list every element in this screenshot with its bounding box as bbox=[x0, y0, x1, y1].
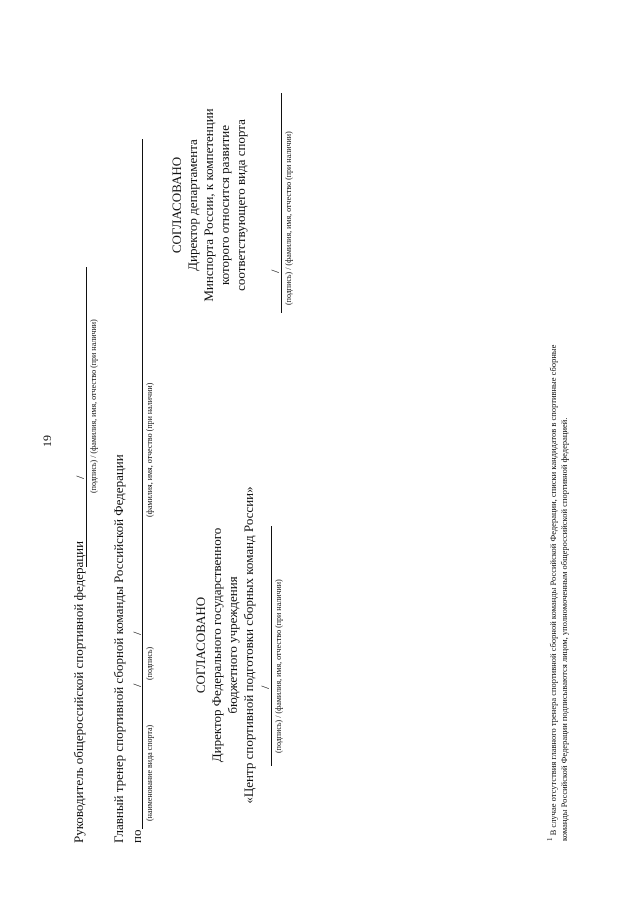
footnote-mark: 1 bbox=[546, 837, 554, 841]
head-coach-slash-1: / bbox=[130, 683, 144, 687]
approval-right-heading: СОГЛАСОВАНО bbox=[169, 156, 184, 254]
federation-caption: (подпись) / (фамилия, имя, отчество (при наличии) bbox=[89, 319, 98, 493]
approval-left-signature-line bbox=[271, 526, 272, 766]
head-coach-prefix: по bbox=[129, 829, 144, 843]
approval-left-block bbox=[193, 485, 256, 805]
footnote bbox=[545, 321, 570, 841]
approval-left-line-3: «Центр спортивной подготовки сборных команд России» bbox=[241, 486, 256, 804]
page-number: 19 bbox=[40, 435, 54, 447]
approval-left-caption: (подпись) / (фамилия, имя, отчество (при наличии) bbox=[274, 579, 283, 753]
head-coach-title: Главный тренер спортивной сборной команды Российской Федерации bbox=[111, 454, 126, 843]
approval-right-line-4: соответствующего вида спорта bbox=[233, 119, 248, 291]
approval-right-slash: / bbox=[268, 269, 282, 273]
approval-right-line-3: которого относится развитие bbox=[217, 124, 232, 286]
approval-right-caption: (подпись) / (фамилия, имя, отчество (при наличии) bbox=[284, 131, 293, 305]
approval-right-signature-line bbox=[281, 93, 282, 313]
approval-left-line-2: бюджетного учреждения bbox=[225, 576, 240, 714]
head-coach-slash-2: / bbox=[130, 631, 144, 635]
head-coach-caption-sport: (наименование вида спорта) bbox=[145, 724, 154, 821]
approval-left-slash: / bbox=[258, 685, 272, 689]
federation-signature-line bbox=[86, 267, 87, 567]
federation-head-title: Руководитель общероссийской спортивной федерации bbox=[71, 540, 86, 843]
approval-left-heading: СОГЛАСОВАНО bbox=[193, 596, 208, 694]
head-coach-caption-sign: (подпись) bbox=[145, 646, 154, 680]
head-coach-line bbox=[142, 139, 143, 829]
federation-slash: / bbox=[73, 475, 87, 479]
footnote-text: В случае отсутствия главного тренера спортивной сборной команды Российской Федерации, списки кандидатов в спортивные сборные команды Российской Федерации подписываются лицом, уполномоченным общероссийской спортивной федерацией. bbox=[547, 344, 569, 841]
approval-right-line-1: Директор департамента bbox=[185, 139, 200, 271]
head-coach-caption-name: (фамилия, имя, отчество (при наличии) bbox=[145, 382, 154, 517]
approval-left-line-1: Директор Федерального государственного bbox=[209, 527, 224, 763]
approval-right-block bbox=[169, 95, 248, 315]
approval-right-line-2: Минспорта России, к компетенции bbox=[201, 108, 216, 302]
